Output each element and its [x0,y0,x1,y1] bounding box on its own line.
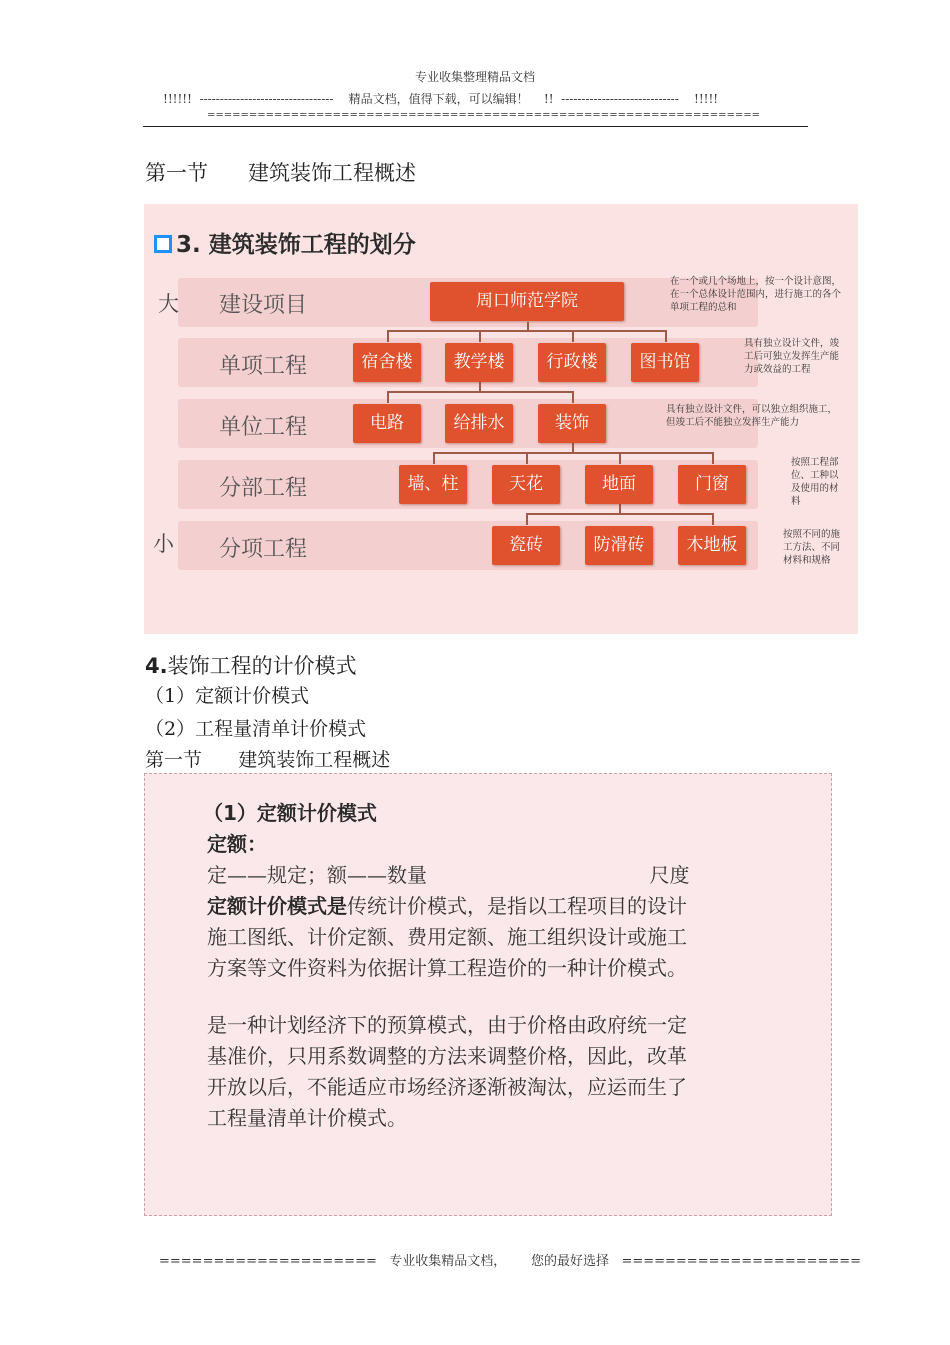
slide2-para2-line4: 工程量清单计价模式。 [207,1106,407,1130]
connector [526,513,528,525]
node-subitem: 瓷砖 [492,526,560,565]
level-label-1: 建设项目 [219,293,308,318]
pricing-item-2: （2）工程量清单计价模式 [145,718,367,740]
slide-quota-pricing [144,773,832,1216]
level-label-2: 单项工程 [219,354,308,379]
connector [526,452,528,464]
node-item: 教学楼 [445,343,513,382]
slide-project-division [144,204,858,634]
slide2-para1-line2: 施工图纸、计价定额、费用定额、施工组织设计或施工 [207,925,687,949]
section-title-2: 第一节 建筑装饰工程概述 [145,749,391,771]
pricing-item-1: （1）定额计价模式 [145,685,310,707]
note-division: 按照工程部位、工种以及使用的材料 [791,457,839,507]
node-division: 地面 [585,465,653,504]
header-divider-text: ================================================================== [207,110,761,121]
connector [526,513,713,515]
pricing-heading-text: 装饰工程的计价模式 [167,654,357,678]
header-rule [143,126,808,127]
connector [479,330,481,342]
connector [619,504,621,513]
connector [433,452,435,464]
node-item: 宿舍楼 [353,343,421,382]
size-label-small: 小 [153,532,174,556]
slide2-para1-rest: 传统计价模式，是指以工程项目的设计 [347,894,687,918]
section-title-1: 第一节 建筑装饰工程概述 [145,161,417,185]
connector [387,391,389,403]
square-bullet-icon [154,235,172,253]
pricing-heading [145,650,357,680]
connector [572,391,574,403]
note-project: 在一个或几个场地上，按一个设计意图，在一个总体设计范围内，进行施工的各个单项工程的总和 [670,276,842,313]
footer-text: ==================== 专业收集精品文档， 您的最好选择 ====================== [159,1254,862,1269]
node-division: 墙、柱 [399,465,467,504]
node-project: 周口师范学院 [430,282,624,321]
node-item: 图书馆 [631,343,699,382]
connector [387,330,389,342]
level-label-3: 单位工程 [219,415,308,440]
pricing-heading-number: 4. [145,654,168,678]
slide2-para2-line1: 是一种计划经济下的预算模式，由于价格由政府统一定 [207,1013,687,1037]
header-notice: !!!!!! --------------------------------- 精品文档，值得下载，可以编辑！ !! ----------------------------- !!!!! [163,92,719,106]
node-unit: 装饰 [538,404,606,443]
connector [479,382,481,391]
note-item: 具有独立设计文件，竣工后可独立发挥生产能力或效益的工程 [744,338,840,375]
slide2-para1-bold: 定额计价模式是 [207,894,347,918]
level-label-4: 分部工程 [219,476,308,501]
connector [387,391,574,393]
connector [665,330,667,342]
slide2-para1-line3: 方案等文件资料为依据计算工程造价的一种计价模式。 [207,956,687,980]
note-subitem: 按照不同的施工方法、不同材料和规格 [783,529,841,566]
slide-title [154,226,416,259]
connector [712,452,714,464]
slide2-para2-line2: 基准价，只用系数调整的方法来调整价格，因此，改革 [207,1044,687,1068]
connector [572,330,574,342]
connector [619,452,621,464]
connector [572,443,574,452]
connector [387,330,667,332]
header-title: 专业收集整理精品文档 [414,70,535,84]
note-unit: 具有独立设计文件，可以独立组织施工，但竣工后不能独立发挥生产能力 [666,404,838,428]
node-subitem: 防滑砖 [585,526,653,565]
connector [712,513,714,525]
node-division: 天花 [492,465,560,504]
node-division: 门窗 [678,465,746,504]
slide2-para1-line1 [207,891,687,922]
slide-title-text: 3. 建筑装饰工程的划分 [176,232,416,258]
node-subitem: 木地板 [678,526,746,565]
level-label-5: 分项工程 [219,537,308,562]
node-item: 行政楼 [538,343,606,382]
connector [433,452,713,454]
node-unit: 电路 [353,404,421,443]
slide2-title: （1）定额计价模式 [203,801,377,825]
slide2-para2-line3: 开放以后，不能适应市场经济逐渐被淘汰，应运而生了 [207,1075,687,1099]
size-label-large: 大 [158,292,179,316]
slide2-definition: 定——规定；额——数量 尺度 [207,863,690,887]
slide2-label: 定额： [207,832,267,856]
node-unit: 给排水 [445,404,513,443]
